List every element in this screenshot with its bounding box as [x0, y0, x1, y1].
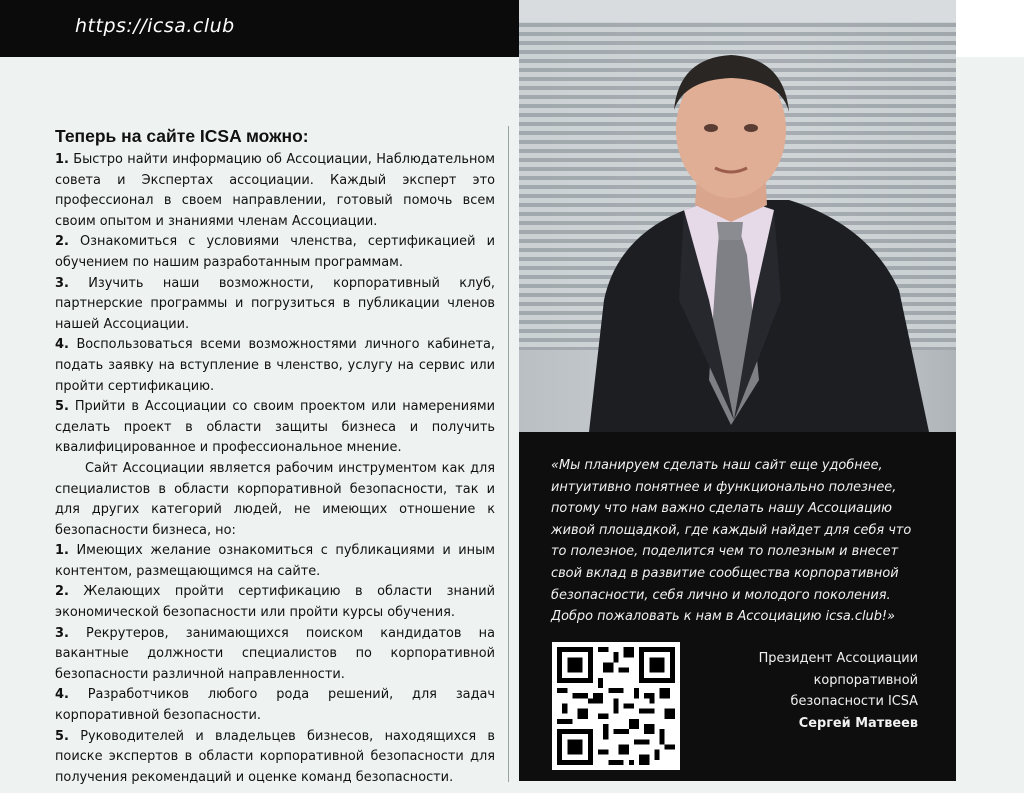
- qr-code-icon[interactable]: [552, 642, 680, 770]
- signature-line: безопасности ICSA: [790, 694, 918, 710]
- item-text: Быстро найти информацию об Ассоциации, Наблюдательном совета и Экспертах ассоциации. Каждый эксперт это профессионал в своем направлении, готовый помочь всем своим опытом и знаниями членам Ассоциации.: [55, 152, 495, 229]
- portrait-illustration: [519, 0, 956, 432]
- item-number: 3.: [55, 275, 69, 291]
- audience-item-4: [55, 685, 495, 726]
- item-number: 5.: [55, 728, 69, 744]
- quote-panel: [519, 432, 956, 781]
- qr-code-pattern: [552, 642, 680, 770]
- feature-item-4: [55, 335, 495, 397]
- feature-item-1: [55, 150, 495, 232]
- signature-line: корпоративной: [813, 672, 918, 688]
- item-number: 5.: [55, 399, 69, 415]
- feature-item-2: [55, 232, 495, 273]
- feature-item-3: [55, 274, 495, 336]
- item-text: Ознакомиться с условиями членства, сертификацией и обучением по нашим разработанным программам.: [55, 234, 495, 270]
- item-text: Изучить наши возможности, корпоративный клуб, партнерские программы и погрузиться в публикации членов нашей Ассоциации.: [55, 275, 495, 332]
- item-number: 1.: [55, 543, 69, 559]
- audience-item-5: [55, 727, 495, 789]
- item-text: Желающих пройти сертификацию в области знаний экономической безопасности или пройти курсы обучения.: [55, 584, 495, 621]
- president-quote: «Мы планируем сделать наш сайт еще удобнее, интуитивно понятнее и функционально полезнее, потому что нам важно сделать нашу Ассоциацию живой площадкой, где каждый найдет для себя что то полезное, поделится чем то полезным и внесет свой вклад в развитие сообщества корпоративной безопасности, себя лично и молодого поколения. Добро пожаловать к нам в Ассоциацию icsa.club!»: [551, 458, 912, 625]
- item-text: Воспользоваться всеми возможностями личного кабинета, подать заявку на вступление в членство, услугу на сервис или пройти сертификацию.: [55, 337, 495, 394]
- page-corner: [956, 0, 1024, 57]
- item-number: 2.: [55, 584, 69, 600]
- item-text: Имеющих желание ознакомиться с публикациями и иным контентом, размещающимся на сайте.: [55, 543, 495, 579]
- portrait-photo: [519, 0, 956, 432]
- intro-paragraph: Сайт Ассоциации является рабочим инструментом как для специалистов в области корпоративной безопасности, так и для других категорий людей, не имеющих отношение к безопасности бизнеса, но:: [55, 460, 495, 538]
- item-number: 2.: [55, 234, 69, 250]
- column-divider: [508, 126, 509, 782]
- item-number: 3.: [55, 625, 69, 641]
- item-text: Рекрутеров, занимающихся поиском кандидатов на вакантные должности специалистов по корпоративной безопасности различной направленности.: [55, 625, 495, 682]
- item-text: Руководителей и владельцев бизнесов, находящихся в поиске экспертов в области корпоративной безопасности для получения рекомендаций и оценке команд безопасности.: [55, 728, 495, 785]
- item-number: 4.: [55, 687, 69, 703]
- audience-item-3: [55, 624, 495, 686]
- audience-item-2: [55, 582, 495, 623]
- header-bar: [0, 0, 519, 57]
- feature-item-5: [55, 397, 495, 459]
- signature-block: [698, 648, 918, 734]
- left-column: [55, 125, 495, 788]
- item-number: 4.: [55, 337, 69, 353]
- signature-line: Президент Ассоциации: [758, 651, 918, 666]
- site-url[interactable]: https://icsa.club: [75, 15, 235, 37]
- audience-item-1: [55, 541, 495, 582]
- section-heading: Теперь на сайте ICSA можно:: [55, 126, 309, 146]
- signature-name: Сергей Матвеев: [798, 715, 918, 731]
- item-text: Прийти в Ассоциации со своим проектом или намерениями сделать проект в области защиты бизнеса и получить квалифицированное и профессиональное мнение.: [55, 399, 495, 456]
- item-text: Разработчиков любого рода решений, для задач корпоративной безопасности.: [55, 687, 495, 724]
- item-number: 1.: [55, 152, 69, 167]
